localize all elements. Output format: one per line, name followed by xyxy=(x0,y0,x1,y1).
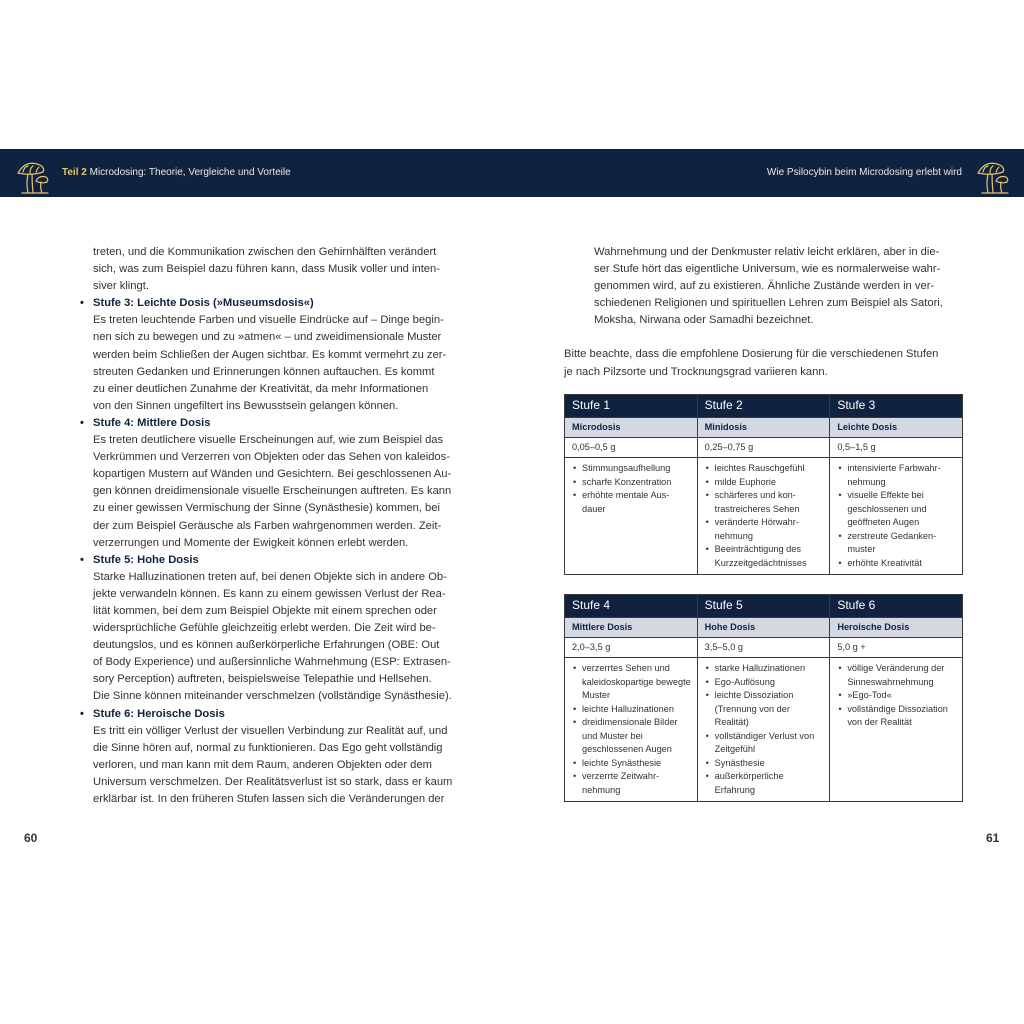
text-line: verzerrungen und Momente der Ewigkeit können erlebt werden. xyxy=(93,536,409,549)
effect-item: • vollständiger Verlust von Zeitgefühl xyxy=(715,730,826,757)
text-line: schiedenen Religionen und spirituellen Lehren zum Beispiel als Satori, xyxy=(594,297,943,310)
dosage-table-1 xyxy=(564,394,963,575)
text-line: nen sich zu bewegen und zu »atmen« – und zweidimensionale Muster xyxy=(93,331,442,344)
dose-amount: 0,5–1,5 g xyxy=(830,438,963,458)
dose-amount: 3,5–5,0 g xyxy=(697,638,830,658)
effect-item: • verzerrte Zeitwahr-nehmung xyxy=(582,770,693,797)
effect-item: • dreidimensionale Bilder und Muster bei geschlossenen Augen xyxy=(582,716,693,757)
dosage-table-2 xyxy=(564,594,963,802)
dose-name: Minidosis xyxy=(697,418,830,438)
text-line: Die Sinne können miteinander verschmelzen (vollständige Synästhesie). xyxy=(93,690,452,703)
text-line: Verkrümmen und Verzerren von Objekten oder das Sehen von kaleidos- xyxy=(93,451,450,464)
dose-amount: 2,0–3,5 g xyxy=(565,638,698,658)
effect-item: • Beeinträchtigung des Kurzzeitgedächtnisses xyxy=(715,543,826,570)
section-heading: Wie Psilocybin beim Microdosing erlebt wird xyxy=(766,167,962,178)
text-line: Es treten leuchtende Farben und visuelle Eindrücke auf – Dinge begin- xyxy=(93,314,444,327)
effects-cell xyxy=(565,658,698,802)
stufe-header: Stufe 6 xyxy=(830,595,963,618)
text-line: kopartigen Mustern auf Wänden und Gesichtern. Bei geschlossenen Au- xyxy=(93,468,452,481)
dosage-note-line: je nach Pilzsorte und Trocknungsgrad variieren kann. xyxy=(564,365,828,378)
mushroom-icon xyxy=(12,155,52,195)
text-line: streuten Gedanken und Erinnerungen können auftauchen. Es kommt xyxy=(93,365,435,378)
text-line: widersprüchliche Gefühle gleichzeitig erlebt werden. Die Zeit wird be- xyxy=(93,622,436,635)
effects-cell xyxy=(830,458,963,575)
text-line: Es tritt ein völliger Verlust der visuellen Verbindung zur Realität auf, und xyxy=(93,724,448,737)
effect-item: • starke Halluzinationen xyxy=(715,662,826,676)
right-page-body xyxy=(564,244,962,381)
stufe-header: Stufe 5 xyxy=(697,595,830,618)
stufe-3-heading: • Stufe 3: Leichte Dosis (»Museumsdosis«) xyxy=(93,295,461,312)
effect-item: • »Ego-Tod« xyxy=(847,689,958,703)
effect-item: • leichtes Rauschgefühl xyxy=(715,462,826,476)
effect-item: • verzerrtes Sehen und kaleidoskopartige bewegte Muster xyxy=(582,662,693,703)
effect-item: • veränderte Hörwahr-nehmung xyxy=(715,516,826,543)
text-line: verloren, und man kann mit dem Raum, anderen Objekten oder dem xyxy=(93,758,432,771)
text-line: von den Sinnen ungefiltert ins Bewusstsein gelangen können. xyxy=(93,399,399,412)
effect-item: • Synästhesie xyxy=(715,757,826,771)
dose-name: Hohe Dosis xyxy=(697,618,830,638)
text-line: zu einer gewissen Vermischung der Sinne (Synästhesie) kommen, bei xyxy=(93,502,440,515)
effect-item: • leichte Halluzinationen xyxy=(582,703,693,717)
effect-item: • außerkörperliche Erfahrung xyxy=(715,770,826,797)
text-line: Moksha, Nirwana oder Samadhi bezeichnet. xyxy=(594,314,814,327)
intro-line: sich, was zum Beispiel dazu führen kann, dass Musik voller und inten- xyxy=(93,263,440,276)
effect-item: • schärferes und kon-trastreicheres Sehen xyxy=(715,489,826,516)
text-line: der zum Beispiel Geräusche als Farben wahrgenommen werden. Zeit- xyxy=(93,519,442,532)
effect-item: • Ego-Auflösung xyxy=(715,676,826,690)
effect-item: • Stimmungsaufhellung xyxy=(582,462,693,476)
effect-item: • visuelle Effekte bei geschlossenen und geöffneten Augen xyxy=(847,489,958,530)
dosage-note-line: Bitte beachte, dass die empfohlene Dosierung für die verschiedenen Stufen xyxy=(564,348,939,361)
stufe-5-heading: • Stufe 5: Hohe Dosis xyxy=(93,552,461,569)
text-line: Wahrnehmung und der Denkmuster relativ leicht erklären, aber in die- xyxy=(594,246,940,258)
effects-cell xyxy=(697,458,830,575)
dose-name: Leichte Dosis xyxy=(830,418,963,438)
intro-line: treten, und die Kommunikation zwischen den Gehirnhälften verändert xyxy=(93,246,437,258)
intro-line: siver klingt. xyxy=(93,280,149,293)
left-page-body xyxy=(93,244,461,808)
effects-cell xyxy=(565,458,698,575)
effect-item: • vollständige Dissoziation von der Realität xyxy=(847,703,958,730)
page-number: 60 xyxy=(24,831,38,845)
effects-cell xyxy=(830,658,963,802)
dose-amount: 5,0 g + xyxy=(830,638,963,658)
stufe-header: Stufe 4 xyxy=(565,595,698,618)
stufe-6-heading: • Stufe 6: Heroische Dosis xyxy=(93,706,461,723)
chapter-heading xyxy=(62,167,291,178)
mushroom-icon xyxy=(972,155,1012,195)
part-title: Microdosing: Theorie, Vergleiche und Vorteile xyxy=(89,167,291,178)
part-label: Teil 2 xyxy=(62,167,87,178)
text-line: jekte verwandeln können. Es kann zu einem gewissen Verlust der Rea- xyxy=(93,587,446,600)
text-line: Starke Halluzinationen treten auf, bei denen Objekte sich in andere Ob- xyxy=(93,570,447,583)
stufe-header: Stufe 2 xyxy=(697,395,830,418)
dose-name: Heroische Dosis xyxy=(830,618,963,638)
dose-amount: 0,25–0,75 g xyxy=(697,438,830,458)
effect-item: • leichte Synästhesie xyxy=(582,757,693,771)
page-number: 61 xyxy=(986,831,1000,845)
text-line: die Sinne hören auf, normal zu funktionieren. Das Ego geht vollständig xyxy=(93,741,443,754)
text-line: genommen wird, auf zu existieren. Ähnliche Zustände werden in ver- xyxy=(594,280,935,293)
effect-item: • erhöhte Kreativität xyxy=(847,557,958,571)
dose-name: Mittlere Dosis xyxy=(565,618,698,638)
text-line: gen können dreidimensionale visuelle Erscheinungen auftreten. Es kann xyxy=(93,485,452,498)
text-line: erklärbar ist. In den früheren Stufen lassen sich die Veränderungen der xyxy=(93,793,445,805)
effect-item: • zerstreute Gedanken-muster xyxy=(847,530,958,557)
text-line: werden beim Schließen der Augen sichtbar. Es kommt vermehrt zu zer- xyxy=(93,348,447,361)
effects-cell xyxy=(697,658,830,802)
effect-item: • milde Euphorie xyxy=(715,476,826,490)
text-line: Universum verschmelzen. Der Realitätsverlust ist so stark, dass er kaum xyxy=(93,775,453,788)
text-line: ser Stufe hört das eigentliche Universum, wie es normalerweise wahr- xyxy=(594,263,941,276)
stufe-header: Stufe 3 xyxy=(830,395,963,418)
running-header xyxy=(0,149,1024,197)
text-line: deutungslos, und es können außerkörperliche Erfahrungen (OBE: Out xyxy=(93,639,440,652)
text-line: sory Perception) auftreten, beispielsweise Telepathie und Hellsehen. xyxy=(93,673,432,686)
dose-amount: 0,05–0,5 g xyxy=(565,438,698,458)
effect-item: • scharfe Konzentration xyxy=(582,476,693,490)
effect-item: • leichte Dissoziation (Trennung von der Realität) xyxy=(715,689,826,730)
stufe-header: Stufe 1 xyxy=(565,395,698,418)
stufe-4-heading: • Stufe 4: Mittlere Dosis xyxy=(93,415,461,432)
text-line: zu einer deutlichen Zunahme der Kreativität, da mehr Informationen xyxy=(93,382,429,395)
text-line: Es treten deutlichere visuelle Erscheinungen auf, wie zum Beispiel das xyxy=(93,434,444,447)
text-line: of Body Experience) und außersinnliche Wahrnehmung (ESP: Extrasen- xyxy=(93,656,451,669)
effect-item: • völlige Veränderung der Sinneswahrnehmung xyxy=(847,662,958,689)
effect-item: • erhöhte mentale Aus-dauer xyxy=(582,489,693,516)
dose-name: Microdosis xyxy=(565,418,698,438)
effect-item: • intensivierte Farbwahr-nehmung xyxy=(847,462,958,489)
text-line: lität kommen, bei dem zum Beispiel Objekte mit einem sprechen oder xyxy=(93,604,437,617)
